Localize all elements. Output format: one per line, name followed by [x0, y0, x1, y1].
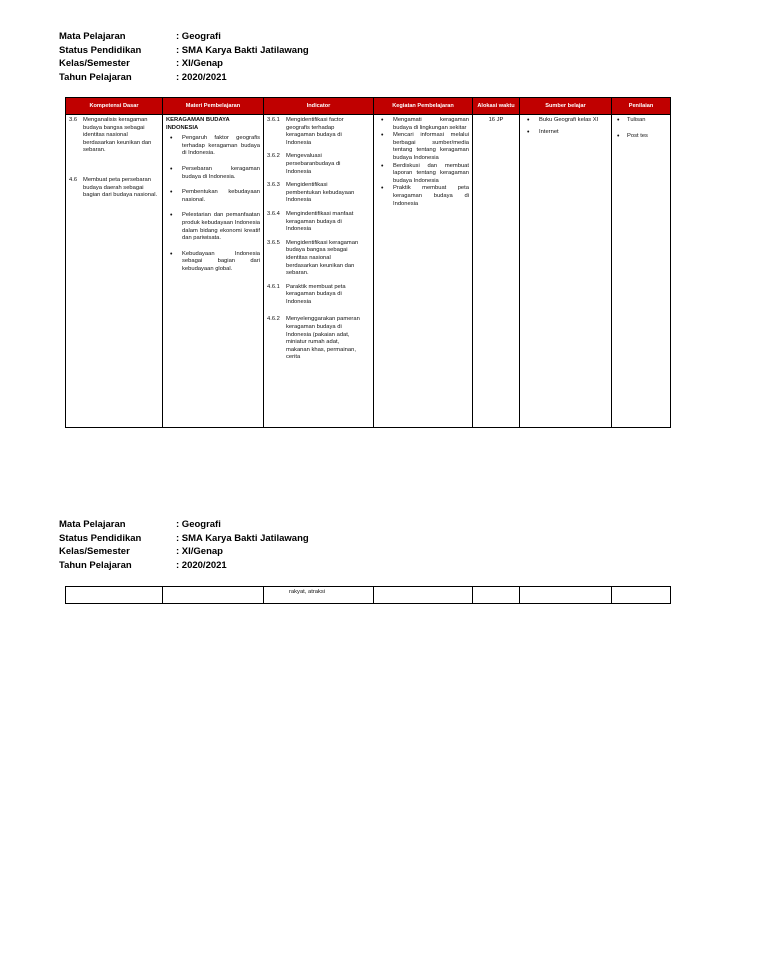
list-item: • Buku Geografi kelas XI	[523, 117, 608, 125]
kompetensi-number: 3.6	[69, 117, 78, 123]
kompetensi-dasar-cell	[66, 115, 163, 428]
header-value: : Geografi	[176, 31, 221, 42]
header-value: : 2020/2021	[176, 559, 227, 571]
indikator-text: Paraktik membuat peta keragaman budaya di Indonesia	[286, 283, 346, 305]
alokasi-value: 16 JP	[488, 117, 504, 123]
list-item: • Praktik membuat peta keragaman budaya di Indonesia	[377, 185, 469, 208]
list-item: • Mencari informasi melalui berbagai sumber/media tentang tentang keragaman budaya Indonesia	[377, 132, 469, 162]
lesson-plan-table-continuation	[65, 586, 671, 604]
indikator-number: 3.6.4	[267, 210, 280, 217]
header-value: : SMA Karya Bakti Jatilawang	[176, 44, 309, 56]
header-value: : XI/Genap	[176, 58, 223, 69]
indikator-item	[267, 316, 370, 362]
indikator-item	[267, 284, 370, 307]
materi-cell	[163, 587, 264, 604]
kompetensi-text: Menganalisis keragaman budaya bangsa sebagai identitas nasional berdasarkan keunikan dan sebaran.	[83, 117, 152, 154]
list-item: • Persebaran keragaman budaya di Indonesia.	[166, 166, 260, 181]
indikator-item	[267, 117, 370, 147]
sumber-list	[523, 117, 608, 136]
header-value: : SMA Karya Bakti Jatilawang	[176, 532, 309, 544]
list-item: • Kebudayaan Indonesia sebagai bagian dari kebudayaan global.	[166, 251, 260, 274]
kegiatan-cell	[374, 115, 473, 428]
indikator-text: Menyelenggarakan pameran keragaman budaya di Indonesia (pakaian adat, miniatur rumah adat, makanan khas, permainan, cerita	[286, 316, 360, 361]
indikator-cell	[264, 587, 374, 604]
penilaian-list	[615, 117, 667, 140]
materi-cell	[163, 115, 264, 428]
column-header: Materi Pembelajaran	[163, 98, 264, 115]
header-label: Status Pendidikan	[59, 44, 142, 56]
kompetensi-text: Membuat peta persebaran budaya daerah sebagai bagian dari budaya nasional.	[83, 176, 158, 199]
list-item: • Tulisan	[615, 117, 667, 125]
alokasi-cell	[473, 115, 520, 428]
header-label: Tahun Pelajaran	[59, 71, 132, 83]
indikator-cell	[264, 115, 374, 428]
lesson-plan-table	[65, 97, 671, 428]
indikator-text: Mengidentifikasi keragaman budaya bangsa sebagai identitas nasional berdasarkan keunikan dan sebaran.	[286, 239, 359, 277]
indikator-text: Mengindentifikasi manfaat keragaman budaya di Indonesia	[286, 210, 354, 233]
column-header: Alokasi waktu	[473, 98, 520, 115]
column-header: Indicator	[264, 98, 374, 115]
header-value: : 2020/2021	[176, 71, 227, 83]
indikator-item	[267, 240, 370, 278]
header-label: Kelas/Semester	[59, 58, 130, 69]
column-header: Kompetensi Dasar	[66, 98, 163, 115]
materi-title: KERAGAMAN BUDAYA INDONESIA	[166, 117, 230, 131]
kompetensi-item	[69, 177, 159, 200]
indikator-item	[267, 153, 370, 176]
column-header: Sumber belajar	[520, 98, 612, 115]
sumber-cell	[520, 115, 612, 428]
indikator-continuation-text: rakyat, atraksi	[289, 589, 326, 595]
kompetensi-item	[69, 117, 159, 155]
list-item: • Internet	[523, 129, 608, 137]
header-value: : Geografi	[176, 519, 221, 530]
indikator-number: 4.6.1	[267, 283, 280, 290]
list-item: • Mengamati keragaman budaya di lingkungan sekitar	[377, 117, 469, 132]
indikator-text: Mengidentifikasi factor geografis terhadap keragaman budaya di Indonesia	[286, 117, 344, 146]
kompetensi-number: 4.6	[69, 176, 78, 183]
list-item: • Pembentukan kebudayaan nasional.	[166, 189, 260, 204]
list-item: • Pelestarian dan pemanfaatan produk kebudayaan Indonesia dalam bidang ekonomi kreatif dan pariwisata.	[166, 212, 260, 242]
sumber-cell	[520, 587, 612, 604]
kompetensi-dasar-cell	[66, 587, 163, 604]
header-label: Mata Pelajaran	[59, 519, 126, 530]
indikator-text: Mengidentifikasi pembentukan kebudayaan Indonesia	[286, 182, 355, 204]
kegiatan-cell	[374, 587, 473, 604]
indikator-text: Mengevaluasi persebaranbudaya di Indonesia	[286, 153, 341, 175]
header-label: Mata Pelajaran	[59, 31, 126, 42]
table-row	[66, 587, 671, 604]
column-header: Kegiatan Pembelajaran	[374, 98, 473, 115]
table-header-row	[66, 98, 671, 115]
indikator-item	[267, 211, 370, 234]
header-label: Tahun Pelajaran	[59, 559, 132, 571]
header-label: Kelas/Semester	[59, 546, 130, 557]
indikator-number: 4.6.2	[267, 316, 280, 323]
list-item: • Pengaruh faktor geografis terhadap keragaman budaya di Indonesia.	[166, 135, 260, 158]
table-row	[66, 115, 671, 428]
indikator-number: 3.6.5	[267, 239, 280, 246]
indikator-number: 3.6.2	[267, 153, 280, 160]
kegiatan-list	[377, 117, 469, 208]
indikator-number: 3.6.1	[267, 117, 280, 123]
list-item: • Berdiskusi dan membuat laporan tentang keragaman budaya Indonesia	[377, 163, 469, 186]
alokasi-cell	[473, 587, 520, 604]
penilaian-cell	[612, 587, 671, 604]
header-label: Status Pendidikan	[59, 532, 142, 544]
header-value: : XI/Genap	[176, 546, 223, 557]
list-item: • Post tes	[615, 133, 667, 141]
penilaian-cell	[612, 115, 671, 428]
indikator-item	[267, 182, 370, 205]
column-header: Penilaian	[612, 98, 671, 115]
materi-list	[166, 135, 260, 273]
indikator-number: 3.6.3	[267, 182, 280, 189]
